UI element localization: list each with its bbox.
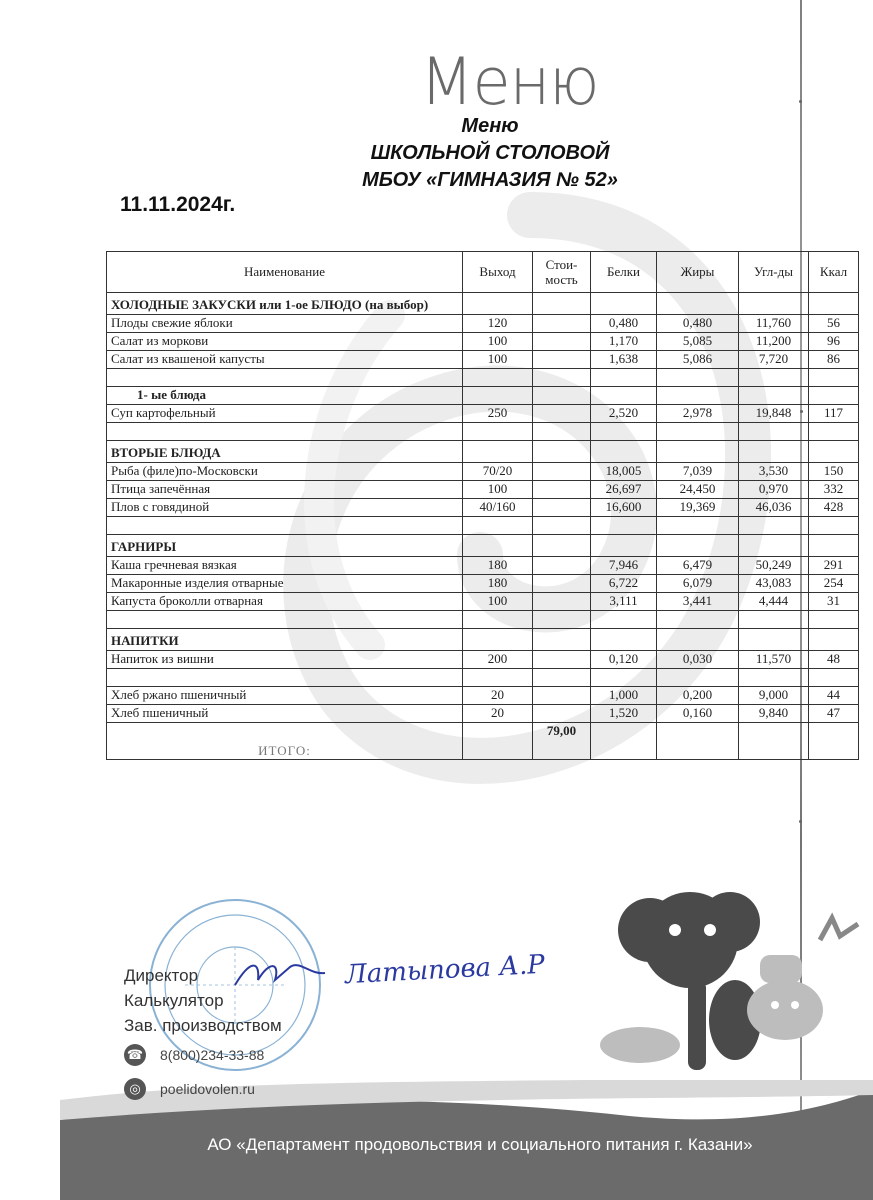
dish-output: 200 (463, 651, 533, 669)
section-row (107, 293, 859, 315)
header-cost: Стои-мость (533, 252, 591, 293)
table-cell (739, 441, 809, 463)
signature-mark (230, 955, 330, 995)
website-url: poelidovolen.ru (160, 1081, 255, 1097)
dish-cost (533, 499, 591, 517)
table-row (107, 593, 859, 611)
dish-cost (533, 557, 591, 575)
header-fat: Жиры (657, 252, 739, 293)
section-title: ГАРНИРЫ (107, 535, 463, 557)
dish-fat: 0,480 (657, 315, 739, 333)
phone-number: 8(800)234-33-88 (160, 1047, 265, 1063)
table-row (107, 651, 859, 669)
table-cell (463, 387, 533, 405)
dish-cost (533, 593, 591, 611)
table-cell (739, 369, 809, 387)
table-cell (657, 611, 739, 629)
dish-protein: 6,722 (591, 575, 657, 593)
dish-kcal: 56 (809, 315, 859, 333)
dish-cost (533, 315, 591, 333)
blank-row (107, 517, 859, 535)
blank-row (107, 611, 859, 629)
dish-carbs: 3,530 (739, 463, 809, 481)
dish-carbs: 9,840 (739, 705, 809, 723)
table-cell (809, 669, 859, 687)
table-cell (463, 629, 533, 651)
dish-kcal: 31 (809, 593, 859, 611)
dish-name: Хлеб ржано пшеничный (107, 687, 463, 705)
header-output: Выход (463, 252, 533, 293)
table-cell (107, 669, 463, 687)
table-cell (739, 723, 809, 760)
table-header-row (107, 252, 859, 293)
dish-name: Напиток из вишни (107, 651, 463, 669)
dish-name: Хлеб пшеничный (107, 705, 463, 723)
table-cell (591, 293, 657, 315)
table-row (107, 333, 859, 351)
dish-output: 20 (463, 687, 533, 705)
dish-name: Плов с говядиной (107, 499, 463, 517)
table-cell (657, 517, 739, 535)
table-cell (591, 535, 657, 557)
table-cell (107, 369, 463, 387)
table-cell (591, 441, 657, 463)
table-row (107, 405, 859, 423)
dish-protein: 26,697 (591, 481, 657, 499)
dish-kcal: 428 (809, 499, 859, 517)
dish-cost (533, 687, 591, 705)
blank-row (107, 669, 859, 687)
table-cell (463, 517, 533, 535)
signature-name: Латыпова А.Р (344, 949, 546, 991)
table-cell (739, 293, 809, 315)
table-cell (107, 423, 463, 441)
dish-fat: 3,441 (657, 593, 739, 611)
table-cell (657, 723, 739, 760)
dish-output: 100 (463, 481, 533, 499)
total-value: 79,00 (533, 723, 591, 760)
section-title: НАПИТКИ (107, 629, 463, 651)
dish-protein: 1,170 (591, 333, 657, 351)
dish-protein: 16,600 (591, 499, 657, 517)
dish-cost (533, 575, 591, 593)
dish-carbs: 11,200 (739, 333, 809, 351)
dish-cost (533, 705, 591, 723)
menu-table (106, 251, 859, 760)
dish-cost (533, 651, 591, 669)
dish-fat: 5,085 (657, 333, 739, 351)
table-cell (533, 369, 591, 387)
dish-kcal: 44 (809, 687, 859, 705)
dish-kcal: 86 (809, 351, 859, 369)
table-cell (107, 517, 463, 535)
dish-output: 250 (463, 405, 533, 423)
table-cell (533, 517, 591, 535)
blank-row (107, 369, 859, 387)
dish-cost (533, 463, 591, 481)
table-cell (463, 611, 533, 629)
dish-protein: 2,520 (591, 405, 657, 423)
dish-kcal: 117 (809, 405, 859, 423)
total-row (107, 723, 859, 760)
table-cell (463, 293, 533, 315)
table-cell (533, 441, 591, 463)
dish-name: Суп картофельный (107, 405, 463, 423)
table-cell (657, 293, 739, 315)
dish-cost (533, 405, 591, 423)
dish-fat: 2,978 (657, 405, 739, 423)
table-cell (739, 387, 809, 405)
table-cell (739, 629, 809, 651)
table-cell (463, 535, 533, 557)
table-cell (739, 669, 809, 687)
dish-fat: 0,200 (657, 687, 739, 705)
table-cell (809, 629, 859, 651)
dish-name: Салат из квашеной капусты (107, 351, 463, 369)
table-cell (657, 629, 739, 651)
table-cell (533, 423, 591, 441)
table-row (107, 575, 859, 593)
table-cell (463, 441, 533, 463)
organization-name: АО «Департамент продовольствия и социального питания г. Казани» (207, 1135, 753, 1154)
dish-carbs: 9,000 (739, 687, 809, 705)
table-cell (533, 535, 591, 557)
table-cell (533, 629, 591, 651)
dish-carbs: 43,083 (739, 575, 809, 593)
table-cell (463, 423, 533, 441)
dish-name: Макаронные изделия отварные (107, 575, 463, 593)
director-label: Директор (124, 966, 199, 985)
table-cell (657, 369, 739, 387)
table-cell (739, 517, 809, 535)
dish-carbs: 11,570 (739, 651, 809, 669)
header-protein: Белки (591, 252, 657, 293)
dish-protein: 18,005 (591, 463, 657, 481)
dish-carbs: 0,970 (739, 481, 809, 499)
total-label: ИТОГО: (107, 723, 463, 760)
dish-kcal: 47 (809, 705, 859, 723)
website-link[interactable] (124, 1078, 255, 1100)
table-cell (657, 535, 739, 557)
dish-carbs: 11,760 (739, 315, 809, 333)
globe-icon: ◎ (124, 1078, 146, 1100)
dish-kcal: 48 (809, 651, 859, 669)
dish-fat: 19,369 (657, 499, 739, 517)
table-cell (809, 723, 859, 760)
table-cell (809, 441, 859, 463)
table-row (107, 705, 859, 723)
dish-fat: 0,160 (657, 705, 739, 723)
dish-carbs: 46,036 (739, 499, 809, 517)
table-cell (463, 723, 533, 760)
table-row (107, 463, 859, 481)
mascot-illustration (570, 870, 870, 1130)
dish-protein: 7,946 (591, 557, 657, 575)
dish-cost (533, 481, 591, 499)
dish-output: 120 (463, 315, 533, 333)
table-cell (533, 387, 591, 405)
table-cell (591, 369, 657, 387)
dish-carbs: 4,444 (739, 593, 809, 611)
dish-carbs: 50,249 (739, 557, 809, 575)
dish-name: Капуста броколли отварная (107, 593, 463, 611)
table-cell (533, 669, 591, 687)
dish-kcal: 254 (809, 575, 859, 593)
phone-contact[interactable] (124, 1044, 264, 1066)
handwritten-title: Меню (420, 43, 599, 120)
manager-label: Зав. производством (124, 1016, 282, 1035)
table-cell (533, 611, 591, 629)
table-cell (657, 423, 739, 441)
table-cell (739, 423, 809, 441)
dish-output: 100 (463, 333, 533, 351)
table-cell (591, 423, 657, 441)
dish-output: 40/160 (463, 499, 533, 517)
page-title: Меню (461, 115, 519, 137)
dish-output: 180 (463, 557, 533, 575)
table-cell (657, 669, 739, 687)
table-cell (809, 423, 859, 441)
table-row (107, 351, 859, 369)
dish-kcal: 150 (809, 463, 859, 481)
dish-cost (533, 351, 591, 369)
dish-fat: 0,030 (657, 651, 739, 669)
dish-output: 180 (463, 575, 533, 593)
section-row (107, 441, 859, 463)
table-cell (533, 293, 591, 315)
dish-fat: 5,086 (657, 351, 739, 369)
dish-kcal: 291 (809, 557, 859, 575)
menu-date: 11.11.2024г. (120, 193, 236, 216)
dish-name: Каша гречневая вязкая (107, 557, 463, 575)
dish-carbs: 7,720 (739, 351, 809, 369)
table-cell (591, 517, 657, 535)
school-name: МБОУ «ГИМНАЗИЯ № 52» (362, 169, 618, 191)
dish-protein: 1,520 (591, 705, 657, 723)
section-row (107, 535, 859, 557)
table-cell (591, 723, 657, 760)
section-row (107, 629, 859, 651)
dish-output: 20 (463, 705, 533, 723)
table-cell (809, 611, 859, 629)
phone-icon: ☎ (124, 1044, 146, 1066)
calculator-label: Калькулятор (124, 991, 224, 1010)
dish-output: 100 (463, 593, 533, 611)
section-row (107, 387, 859, 405)
dish-protein: 0,120 (591, 651, 657, 669)
dish-cost (533, 333, 591, 351)
section-title: ХОЛОДНЫЕ ЗАКУСКИ или 1-ое БЛЮДО (на выбор) (107, 293, 463, 315)
header-carbs: Угл-ды (739, 252, 809, 293)
dish-output: 70/20 (463, 463, 533, 481)
table-cell (809, 293, 859, 315)
page-subtitle: ШКОЛЬНОЙ СТОЛОВОЙ (370, 142, 610, 164)
dish-name: Рыба (филе)по-Московски (107, 463, 463, 481)
dish-protein: 1,000 (591, 687, 657, 705)
table-cell (591, 669, 657, 687)
table-cell (739, 611, 809, 629)
table-row (107, 499, 859, 517)
section-title: 1- ые блюда (107, 387, 463, 405)
menu-body (107, 293, 859, 723)
section-title: ВТОРЫЕ БЛЮДА (107, 441, 463, 463)
scan-dot (799, 100, 802, 103)
dish-protein: 3,111 (591, 593, 657, 611)
table-cell (739, 535, 809, 557)
dish-protein: 1,638 (591, 351, 657, 369)
dish-carbs: 19,848 (739, 405, 809, 423)
table-cell (809, 387, 859, 405)
table-cell (463, 369, 533, 387)
table-row (107, 315, 859, 333)
table-cell (591, 629, 657, 651)
table-cell (107, 611, 463, 629)
dish-name: Салат из моркови (107, 333, 463, 351)
table-cell (809, 369, 859, 387)
dish-protein: 0,480 (591, 315, 657, 333)
table-row (107, 557, 859, 575)
table-cell (591, 611, 657, 629)
dish-output: 100 (463, 351, 533, 369)
dish-name: Птица запечённая (107, 481, 463, 499)
table-cell (657, 387, 739, 405)
blank-row (107, 423, 859, 441)
table-cell (463, 669, 533, 687)
header-name: Наименование (107, 252, 463, 293)
table-cell (809, 517, 859, 535)
dish-fat: 6,079 (657, 575, 739, 593)
dish-fat: 24,450 (657, 481, 739, 499)
table-row (107, 481, 859, 499)
table-cell (809, 535, 859, 557)
dish-kcal: 332 (809, 481, 859, 499)
dish-kcal: 96 (809, 333, 859, 351)
dish-fat: 7,039 (657, 463, 739, 481)
table-row (107, 687, 859, 705)
dish-name: Плоды свежие яблоки (107, 315, 463, 333)
table-cell (657, 441, 739, 463)
dish-fat: 6,479 (657, 557, 739, 575)
header-kcal: Ккал (809, 252, 859, 293)
table-cell (591, 387, 657, 405)
